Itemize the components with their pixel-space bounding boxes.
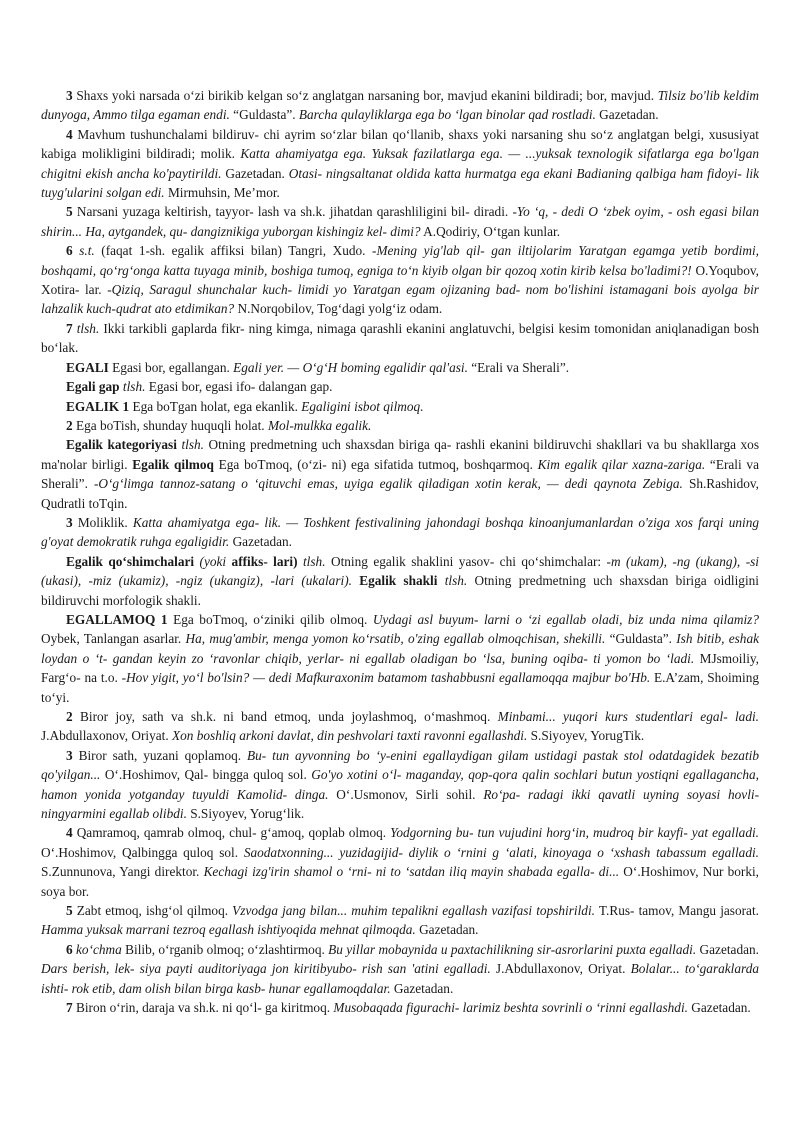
definition-text: Egasi bor, egasi ifo- dalangan gap. <box>145 379 333 395</box>
definition-text: Shaxs yoki narsada o‘zi birikib kelgan so‘z anglatgan narsaning bor, mavjud ekanini bildiradi; bor, mavjud. <box>72 88 658 103</box>
italic-example: Mol-mulkka egalik. <box>267 417 372 433</box>
italic-example: -O‘g‘limga tannoz-satang o ‘qituvchi emas, uyiga egalik qiladigan xotin kerak, — dedi qaynota Zebiga. <box>93 476 683 492</box>
definition-text: Biror sath, yuzani qoplamoq. <box>72 747 248 763</box>
definition-text: Gazetadan. <box>696 941 759 957</box>
dictionary-entry-paragraph <box>41 901 759 940</box>
bold-headword: EGALIK 1 <box>66 398 130 414</box>
italic-example: -Yo ‘q, - dedi O ‘zbek oyim, - osh egasi bilan shirin... Ha, aytgandek, qu- dangiznikiga yuborgan kishingiz kel- dimi? <box>41 204 759 239</box>
italic-example: Xon boshliq arkoni davlat, din peshvolari taxti ravonni egallashdi. <box>171 728 528 744</box>
definition-text: (faqat 1-sh. egalik affiksi bilan) Tangri, Xudo. <box>94 243 373 259</box>
bold-headword: EGALI <box>66 359 109 375</box>
bold-headword: 7 <box>66 1000 73 1016</box>
italic-example: Ro‘pa- radagi ikki qavatli uyning soyasi hovli- ningyarmini egallab olibdi. <box>41 786 760 822</box>
italic-example: Yodgorning bu- tun vujudini horg‘in, mudroq bir kayfi- yat egalladi. <box>390 825 760 841</box>
italic-example: Ish bitib, eshak loydan o ‘t- gandan keyin zo ‘ravonlar chiqib, yerlar- ni egallab oladigan bo ‘lsa, buning oqiba- ti yomon bo ‘ladi. <box>41 631 759 666</box>
italic-example: Bu- tun ayvonning bo ‘y-enini egallaydigan gilam ustidagi pastak stol odatdagidek bezatib qo'yilgan... <box>41 747 759 783</box>
definition-text: Biron o‘rin, daraja va sh.k. ni qo‘l- ga kiritmoq. <box>72 1000 334 1016</box>
definition-text: Ega boTmoq, o‘ziniki qilib olmoq. <box>167 611 373 627</box>
definition-text: Gazetadan. <box>229 534 293 550</box>
italic-example: Katta ahamiyatga ega. Yuksak fazilatlarga ega. — ...yuksak texnologik sifatlarga ega bo'lgan chigitni ekish ancha ko'paytirildi. <box>41 146 759 181</box>
bold-headword: 3 <box>66 747 73 763</box>
dictionary-entry-paragraph <box>41 998 759 1017</box>
definition-text: Qamramoq, qamrab olmoq, chul- g‘amoq, qoplab olmoq. <box>72 825 391 841</box>
italic-example: tlsh. <box>181 437 204 453</box>
bold-headword: 4 <box>66 126 73 142</box>
dictionary-entry-paragraph <box>41 202 759 241</box>
definition-text: Oybek, Tanlangan asarlar. <box>41 631 186 647</box>
definition-text: A.Qodiriy, O‘tgan kunlar. <box>420 223 561 239</box>
italic-example: Ha, mug'ambir, menga yomon ko‘rsatib, o'zing egallab olmoqchisan, shekilli. <box>185 631 606 647</box>
italic-example: Egaligini isbot qilmoq. <box>301 398 424 414</box>
definition-text: Bilib, o‘rganib olmoq; o‘zlashtirmoq. <box>121 941 329 957</box>
definition-text: Otning predmetning uch shaxsdan biriga qa- rashli ekanini bildiruvchi shakllari va bu shakllarga xos ma'nolar birligi. <box>41 437 759 472</box>
italic-example: Uydagi asl buyum- larni o ‘zi egallab oladi, biz unda nima qilamiz? <box>372 611 759 627</box>
italic-example: Otasi- ningsaltanat oldida katta hurmatga ega ekani Badianing qalbiga ham fidoyi- lik tuyg'ularini solgan edi. <box>41 165 760 201</box>
definition-text: Ega boTgan holat, ega ekanlik. <box>129 398 302 414</box>
definition-text: S.Siyoyev, Yorug‘lik. <box>186 806 305 822</box>
definition-text: Sh.Rashidov, Qudratli toTqin. <box>41 476 760 511</box>
italic-example: -Qiziq, Saragul shunchalar kuch- limidi yo Yaratgan egam ojizaning bad- nom bo'lishini istamagani bois ayolga bir lahzalik kuch-qudrat ato etdimikan? <box>41 282 759 317</box>
italic-example: Katta ahamiyatga ega- lik. — Toshkent festivalining jahondagi boshqa kinoanjumanlardan o'ziga xos farqi uning g'oyat demokratik ruhga egaligidir. <box>41 514 759 550</box>
dictionary-entry-paragraph <box>41 552 759 610</box>
bold-headword: Egali gap <box>66 379 120 395</box>
bold-headword: 5 <box>66 903 73 919</box>
dictionary-entry-paragraph <box>41 823 759 901</box>
italic-example: tlsh. <box>444 573 468 589</box>
definition-text: T.Rus- tamov, Mangu jasorat. <box>594 903 759 919</box>
italic-example: tlsh. <box>122 379 146 395</box>
italic-example: Hamma yuksak marrani tezroq egallash ishtiyoqida mehnat qilmoqda. <box>41 922 416 938</box>
italic-example: -Mening yig'lab qil- gan iltijolarim Yaratgan egamga yetib bordimi, boshqami, qo‘rg‘onga katta tuyaga minib, boshiga tumoq, egniga to‘n kiyib olgan bir qozoq xotin kirib kelsa bo'ladimi?! <box>41 243 759 278</box>
bold-headword: EGALLAMOQ 1 <box>66 611 168 627</box>
bold-headword: 2 <box>66 417 73 433</box>
bold-headword: Egalik qo‘shimchalari <box>66 553 195 569</box>
definition-text: “Guldasta”. <box>229 107 299 123</box>
italic-example: Barcha qulayliklarga ega bo ‘lgan binolar qad rostladi. <box>298 107 596 123</box>
definition-text: “Erali va Sherali”. <box>467 359 570 375</box>
italic-example: Vzvodga jang bilan... muhim tepalikni egallash vazifasi topshirildi. <box>232 903 595 919</box>
bold-headword: 5 <box>66 204 73 220</box>
italic-example: Bu yillar mobaynida u paxtachilikning sir-asrorlarini puxta egalladi. <box>328 941 697 957</box>
definition-text: Narsani yuzaga keltirish, tayyor- lash va sh.k. jihatdan qarashliligini bil- diradi. <box>72 204 513 220</box>
italic-example: (yoki <box>199 553 227 569</box>
dictionary-entry-paragraph <box>41 610 759 707</box>
dictionary-entry-paragraph <box>41 397 759 416</box>
bold-headword: 3 <box>66 88 73 103</box>
italic-example: tlsh. <box>76 320 100 336</box>
definition-text: “Erali va Sherali”. <box>41 456 759 492</box>
italic-example: Musobaqada figurachi- larimiz beshta sovrinli o ‘rinni egallashdi. <box>333 1000 688 1016</box>
definition-text: Ega boTish, shunday huquqli holat. <box>72 417 268 433</box>
definition-text: O‘.Usmonov, Sirli sohil. <box>328 786 484 802</box>
italic-example: -m (ukam), -ng (ukang), -si (ukasi), -miz (ukamiz), -ngiz (ukangiz), -lari (ukalari). <box>41 553 759 589</box>
bold-headword: 6 <box>66 941 73 957</box>
italic-example: -Hov yigit, yo‘l bo'lsin? — dedi Mafkuraxonim batamom tashabbusni egallamoqqa majbur bo'Hb. <box>121 670 651 686</box>
dictionary-entry-paragraph <box>41 125 759 203</box>
definition-text: S.Zunnunova, Yangi direktor. <box>41 864 204 880</box>
dictionary-entry-paragraph <box>41 358 759 377</box>
dictionary-entry-paragraph <box>41 707 759 746</box>
italic-example: Kechagi izg'irin shamol o ‘rni- ni to ‘satdan iliq mayin shabada egalla- di... <box>203 864 620 880</box>
bold-headword: 6 <box>66 243 73 259</box>
definition-text: O‘.Hoshimov, Nur borki, soya bor. <box>41 864 759 899</box>
bold-headword: 7 <box>66 320 73 336</box>
dictionary-entry-paragraph <box>41 377 759 396</box>
italic-example: Bolalar... to‘garaklarda ishti- rok etib, dam olish bilan birga kasb- hunar egallamoqdalar. <box>41 961 759 996</box>
italic-example: s.t. <box>79 243 95 259</box>
italic-example: Kim egalik qilar xazna-zariga. <box>537 456 706 472</box>
definition-text: Egasi bor, egallangan. <box>108 359 234 375</box>
italic-example: Tilsiz bo'lib keldim dunyoga, Ammo tilga egaman endi. <box>41 88 759 123</box>
definition-text: J.Abdullaxonov, Oriyat. <box>41 728 172 744</box>
dictionary-entry-paragraph <box>41 435 759 513</box>
definition-text: Moliklik. <box>72 514 133 530</box>
dictionary-entry-paragraph <box>41 86 759 125</box>
italic-example: Egali yer. — O‘g‘H boming egalidir qal'asi. <box>233 359 468 375</box>
bold-headword: affiks- lari) <box>231 553 298 569</box>
bold-headword: Egalik kategoriyasi <box>66 437 177 453</box>
bold-headword: 2 <box>66 709 73 724</box>
definition-text: N.Norqobilov, Tog‘dagi yolg‘iz odam. <box>234 301 443 317</box>
definition-text: Gazetadan. <box>415 922 479 938</box>
definition-text: Ikki tarkibli gaplarda fikr- ning kimga, nimaga qarashli ekanini anglatuvchi, belgisi kesim tomonidan aniqlanadigan bosh bo‘lak. <box>41 320 759 356</box>
definition-text: O‘.Hoshimov, Qalbingga quloq sol. <box>41 844 244 860</box>
definition-text: Zabt etmoq, ishg‘ol qilmoq. <box>72 903 233 919</box>
italic-example: ko‘chma <box>76 941 122 957</box>
definition-text: Biror joy, sath va sh.k. ni band etmoq, unda joylashmoq, o‘mashmoq. <box>72 709 498 724</box>
definition-text: S.Siyoyev, YorugTik. <box>527 728 645 744</box>
definition-text: J.Abdullaxonov, Oriyat. <box>490 961 631 977</box>
definition-text: O.Yoqubov, Xotira- lar. <box>41 262 759 298</box>
bold-headword: Egalik qilmoq <box>132 456 214 472</box>
bold-headword: Egalik shakli <box>359 573 438 589</box>
definition-text: Gazetadan. <box>595 107 659 123</box>
definition-text: “Guldasta”. <box>605 631 677 647</box>
dictionary-entry-paragraph <box>41 241 759 319</box>
dictionary-entry-paragraph <box>41 513 759 552</box>
definition-text: Gazetadan. <box>221 165 289 181</box>
italic-example: Go'yo xotini o‘l- maganday, qop-qora qalin sochlari butun yostiqni egallagancha, hamon yonida yotganday tuyuldi Kamolid- dinga. <box>41 767 759 802</box>
italic-example: Saodatxonning... yuzidagijid- diylik o ‘rnini g ‘alati, kinoyaga o ‘xshash tabassum egalladi. <box>243 844 759 860</box>
dictionary-entry-paragraph <box>41 940 759 998</box>
definition-text: Mavhum tushunchalami bildiruv- chi ayrim so‘zlar bilan qo‘llanib, shaxs yoki narsaning shu so‘z anglatgan belgi, xususiyat kabiga molikligini bildiradi; molik. <box>41 126 759 162</box>
definition-text: Otning egalik shaklini yasov- chi qo‘shimchalar: <box>325 553 607 569</box>
definition-text: Otning predmetning uch shaxsdan biriga oidligini bildiruvchi morfologik shakli. <box>41 573 759 608</box>
definition-text: O‘.Hoshimov, Qal- bingga quloq sol. <box>100 767 312 783</box>
definition-text: E.A’zam, Shoiming to‘yi. <box>41 670 759 705</box>
italic-example: Dars berish, lek- siya payti auditoriyaga jon kiritibyubo- rish san 'atini egalladi. <box>41 961 491 977</box>
italic-example: tlsh. <box>302 553 326 569</box>
bold-headword: 4 <box>66 825 73 841</box>
definition-text: Gazetadan. <box>390 980 454 996</box>
definition-text <box>437 573 444 588</box>
dictionary-entry-paragraph <box>41 746 759 824</box>
italic-example: Minbami... yuqori kurs studentlari egal- ladi. <box>497 709 760 724</box>
definition-text: Mirmuhsin, Me’mor. <box>164 185 280 201</box>
definition-text: MJsmoiliy, Farg‘o- na t.o. <box>41 650 759 686</box>
dictionary-entry-paragraph <box>41 416 759 435</box>
definition-text: Ega boTmoq, (o‘zi- ni) ega sifatida tutmoq, boshqarmoq. <box>213 456 538 472</box>
definition-text: Gazetadan. <box>687 1000 751 1016</box>
dictionary-entry-paragraph <box>41 319 759 358</box>
bold-headword: 3 <box>66 514 73 530</box>
